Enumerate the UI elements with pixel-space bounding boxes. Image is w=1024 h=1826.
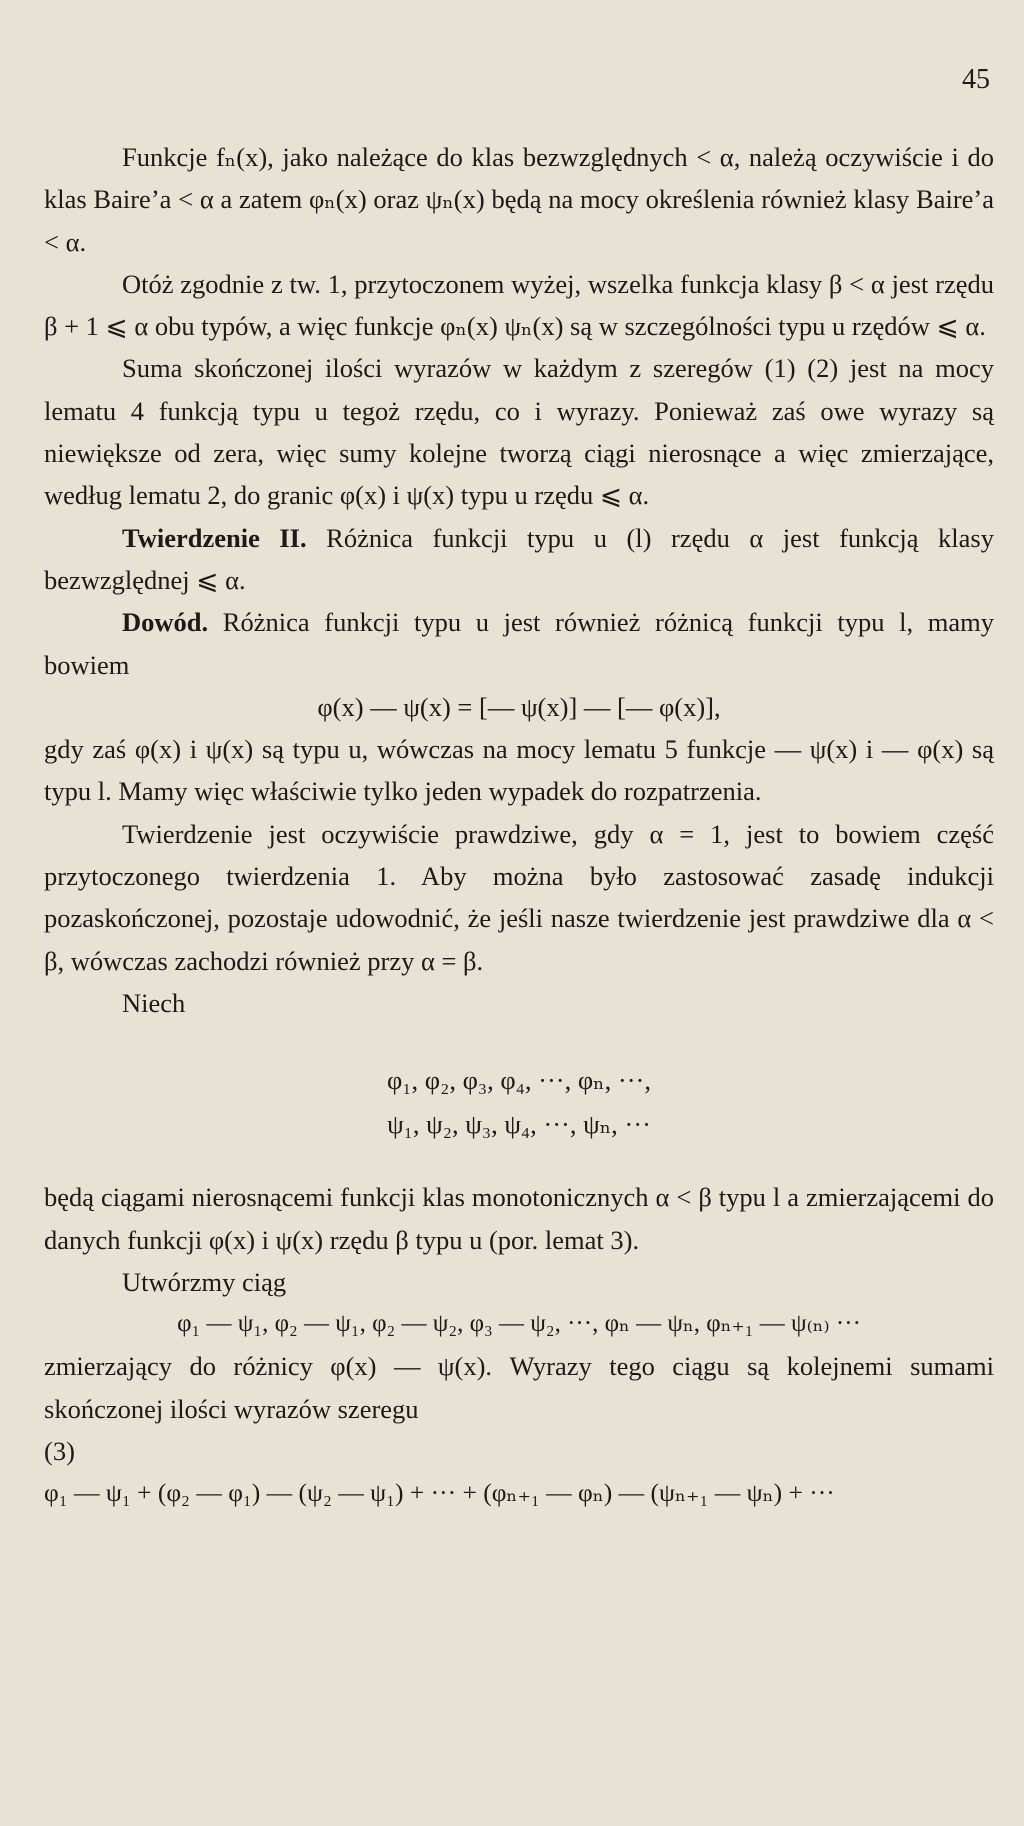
paragraph-lemma-5: gdy zaś φ(x) i ψ(x) są typu u, wówczas na mocy lematu 5 funkcje — ψ(x) i — φ(x) są typu l. Mamy więc właściwie tylko jeden wypadek do rozpatrzenia. <box>44 734 994 807</box>
sequence-psi: ψ₁, ψ₂, ψ₃, ψ₄, ···, ψₙ, ··· <box>387 1109 651 1140</box>
paragraph-finite-sums: Suma skończonej ilości wyrazów w każdym z szeregów (1) (2) jest na mocy lematu 4 funkcją typu u tegoż rzędu, co i wyrazy. Ponieważ zaś owe wyrazy są niewiększe od zera, więc sumy kolejne tworzą ciągi nierosnące a więc zmierzające, według lematu 2, do granic φ(x) i ψ(x) typu u rzędu ⩽ α. <box>44 353 994 511</box>
paragraph-induction: Twierdzenie jest oczywiście prawdziwe, gdy α = 1, jest to bowiem część przytoczonego twierdzenia 1. Aby można było zastosować zasadę indukcji pozaskończonej, pozostaje udowodnić, że jeśli nasze twierdzenie jest prawdziwe dla α < β, wówczas zachodzi również przy α = β. <box>44 818 994 976</box>
theorem-2-text: Różnica funkcji typu u (l) rzędu α jest funkcją klasy bezwzględnej ⩽ α. <box>44 522 994 595</box>
paragraph-theorem-1-application: Otóż zgodnie z tw. 1, przytoczonem wyżej, wszelka funkcja klasy β < α jest rzędu β + 1 ⩽ α obu typów, a więc funkcje φₙ(x) ψₙ(x) są w szczególności typu u rzędów ⩽ α. <box>44 268 994 342</box>
proof-text: Różnica funkcji typu u jest również różnicą funkcji typu l, mamy bowiem <box>44 607 994 680</box>
formula-difference: φ(x) — ψ(x) = [— ψ(x)] — [— φ(x)], <box>317 691 721 722</box>
page-body <box>44 136 994 1515</box>
proof-label: Dowód. <box>122 607 209 638</box>
theorem-2 <box>44 517 994 602</box>
page-number: 45 <box>962 64 990 95</box>
paragraph-sequences: będą ciągami nierosnącemi funkcji klas monotonicznych α < β typu l a zmierzającemi do danych funkcji φ(x) i ψ(x) rzędu β typu u (por. lemat 3). <box>44 1182 994 1255</box>
series-3: φ₁ — ψ₁ + (φ₂ — φ₁) — (ψ₂ — ψ₁) + ··· + (φₙ₊₁ — φₙ) — (ψₙ₊₁ — ψₙ) + ··· <box>44 1478 835 1508</box>
paragraph-utworzmy: Utwórzmy ciąg <box>122 1266 287 1297</box>
proof <box>44 601 994 686</box>
theorem-2-label: Twierdzenie II. <box>122 522 307 553</box>
paragraph-classes: Funkcje fₙ(x), jako należące do klas bezwzględnych < α, należą oczywiście i do klas Baire’a < α a zatem φₙ(x) oraz ψₙ(x) będą na mocy określenia również klasy Baire’a < α. <box>44 142 994 257</box>
sequence-phi: φ₁, φ₂, φ₃, φ₄, ···, φₙ, ···, <box>387 1065 651 1096</box>
sequences-block <box>44 1058 994 1146</box>
equation-label: (3) <box>44 1436 75 1467</box>
paragraph-niech: Niech <box>122 987 186 1018</box>
paragraph-converging: zmierzający do różnicy φ(x) — ψ(x). Wyrazy tego ciągu są kolejnemi sumami skończonej ilości wyrazów szeregu <box>44 1351 994 1424</box>
sequence-difference: φ₁ — ψ₁, φ₂ — ψ₁, φ₂ — ψ₂, φ₃ — ψ₂, ···, φₙ — ψₙ, φₙ₊₁ — ψ₍ₙ₎ ··· <box>177 1310 861 1338</box>
